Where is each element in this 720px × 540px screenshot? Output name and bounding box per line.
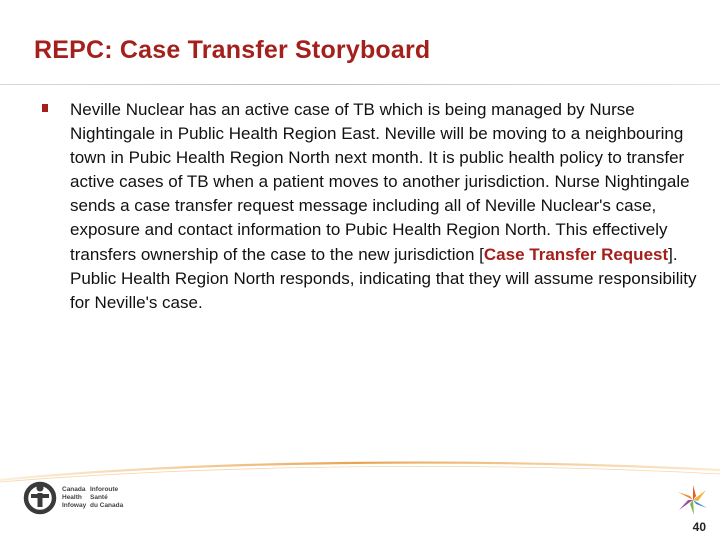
logo-fr-line-1: Inforoute (90, 486, 119, 493)
infoway-logo-icon (22, 480, 58, 516)
body-text-end: ]. Public Health Region North responds, indicating that they will assume responsibility for Neville's case. (70, 244, 697, 312)
case-transfer-request-label: Case Transfer Request (483, 244, 669, 264)
logo-text-en (62, 486, 86, 510)
logo-fr-line-2: Santé (90, 494, 108, 501)
slide-title: REPC: Case Transfer Storyboard (34, 36, 431, 64)
logo-en-line-3: Infoway (62, 502, 87, 509)
body-paragraph (70, 98, 702, 315)
multicolor-star-icon (676, 484, 710, 516)
title-divider (0, 84, 720, 85)
logo-en-line-2: Health (62, 494, 82, 501)
logo-fr-line-3: du Canada (90, 502, 124, 509)
body-text-start: Neville Nuclear has an active case of TB which is being managed by Nurse Nightingale in Public Health Region East. Neville will be moving to a neighbouring town in Pubic Health Region North next month. It is public health policy to transfer active cases of TB when a patient moves to another jurisdiction. Nurse Nightingale sends a case transfer request message including all of Neville Nuclear's case, exposure and contact information to Pubic Health Region North. This effectively transfers ownership of the case to the new jurisdiction [ (70, 100, 690, 264)
logo-text-fr (90, 486, 123, 510)
logo-en-line-1: Canada (62, 486, 86, 493)
page-number: 40 (692, 520, 706, 534)
bullet-marker (42, 104, 48, 112)
